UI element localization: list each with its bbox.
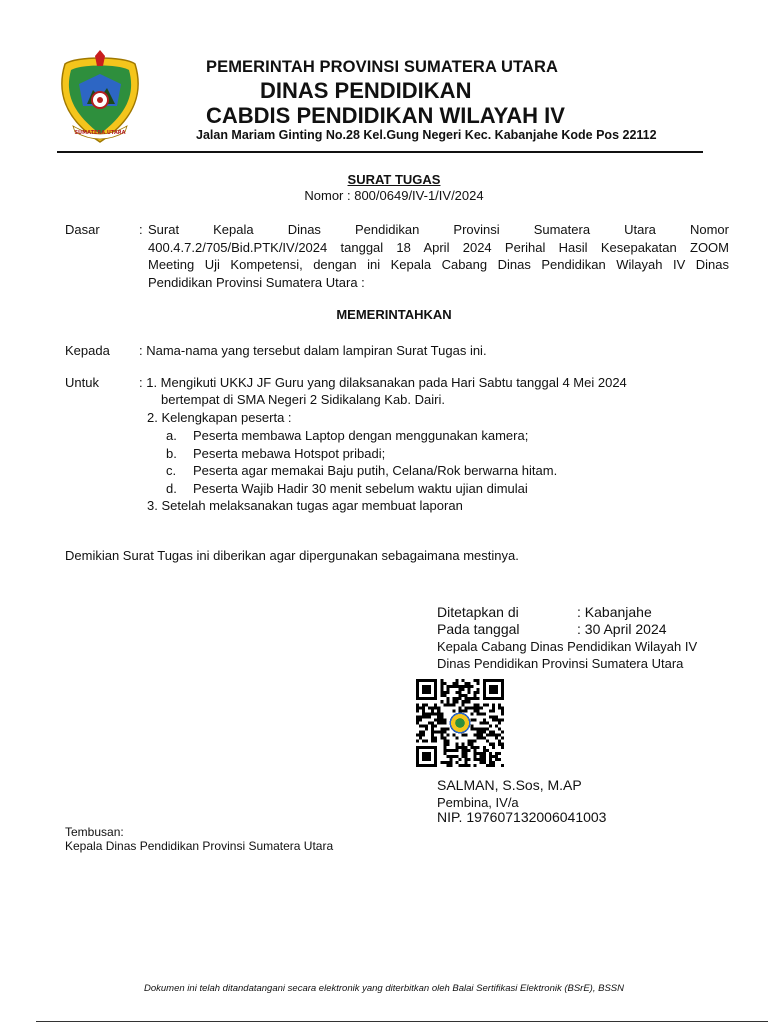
tembusan-item: Kepala Dinas Pendidikan Provinsi Sumatera Utara [65,839,334,853]
subitem-letter-c: c. [166,463,177,478]
subitem-letter-b: b. [166,445,177,461]
emblem-ribbon-text: SUMATERA UTARA [74,130,126,136]
footer-rule [36,1021,768,1022]
signer-position-2: Dinas Pendidikan Provinsi Sumatera Utara [437,656,684,671]
closing-statement: Demikian Surat Tugas ini diberikan agar dipergunakan sebagaimana mestinya. [65,548,519,563]
place-value: : Kabanjahe [577,604,652,620]
dasar-colon: : [139,222,143,237]
qr-code [416,679,504,767]
subitem-c: Peserta agar memakai Baju putih, Celana/Rok berwarna hitam. [193,463,558,478]
untuk-item-1-cont: bertempat di SMA Negeri 2 Sidikalang Kab. Dairi. [161,392,445,407]
command-heading: MEMERINTAHKAN [336,307,452,322]
subitem-letter-d: d. [166,480,177,496]
signer-position-1: Kepala Cabang Dinas Pendidikan Wilayah IV [437,639,698,654]
document-number: Nomor : 800/0649/IV-1/IV/2024 [304,188,484,203]
dasar-line-3: Meeting Uji Kompetensi, dengan ini Kepala Cabang Dinas Pendidikan Wilayah IV Dinas [148,257,729,272]
tembusan-label: Tembusan: [65,825,124,839]
untuk-item-1: : 1. Mengikuti UKKJ JF Guru yang dilaksanakan pada Hari Sabtu tanggal 4 Mei 2024 [139,375,627,390]
date-label: Pada tanggal [437,621,520,637]
dasar-label: Dasar [65,222,100,237]
header-government: PEMERINTAH PROVINSI SUMATERA UTARA [206,58,559,76]
date-value: : 30 April 2024 [577,621,667,637]
subitem-d: Peserta Wajib Hadir 30 menit sebelum waktu ujian dimulai [193,480,528,496]
subitem-letter-a: a. [166,428,177,443]
kepada-label: Kepada [65,343,110,358]
header-branch: CABDIS PENDIDIKAN WILAYAH IV [206,103,565,128]
untuk-item-3: 3. Setelah melaksanakan tugas agar membuat laporan [147,498,463,513]
place-label: Ditetapkan di [437,604,519,620]
subitem-b: Peserta mebawa Hotspot pribadi; [193,445,386,461]
untuk-item-2: 2. Kelengkapan peserta : [147,410,292,425]
dasar-line-1: Surat Kepala Dinas Pendidikan Provinsi Sumatera Utara Nomor [148,222,729,237]
kepada-text: : Nama-nama yang tersebut dalam lampiran Surat Tugas ini. [139,343,487,358]
signer-rank: Pembina, IV/a [437,795,519,810]
header-address: Jalan Mariam Ginting No.28 Kel.Gung Negeri Kec. Kabanjahe Kode Pos 22112 [196,128,657,142]
signer-name: SALMAN, S.Sos, M.AP [437,777,582,793]
document-title: SURAT TUGAS [347,172,441,187]
header-agency: DINAS PENDIDIKAN [260,78,472,103]
subitem-a: Peserta membawa Laptop dengan menggunakan kamera; [193,428,529,443]
untuk-label: Untuk [65,375,99,390]
dasar-line-2: 400.4.7.2/705/Bid.PTK/IV/2024 tanggal 18 April 2024 Perihal Hasil Kesepakatan ZOOM [148,239,729,255]
esign-footer-note: Dokumen ini telah ditandatangani secara elektronik yang diterbitkan oleh Balai Sertifikasi Elektronik (BSrE), BSSN [144,983,624,994]
header-divider [57,151,703,153]
signer-nip: NIP. 197607132006041003 [437,809,607,825]
provincial-emblem [57,50,143,146]
dasar-line-4: Pendidikan Provinsi Sumatera Utara : [148,274,365,290]
